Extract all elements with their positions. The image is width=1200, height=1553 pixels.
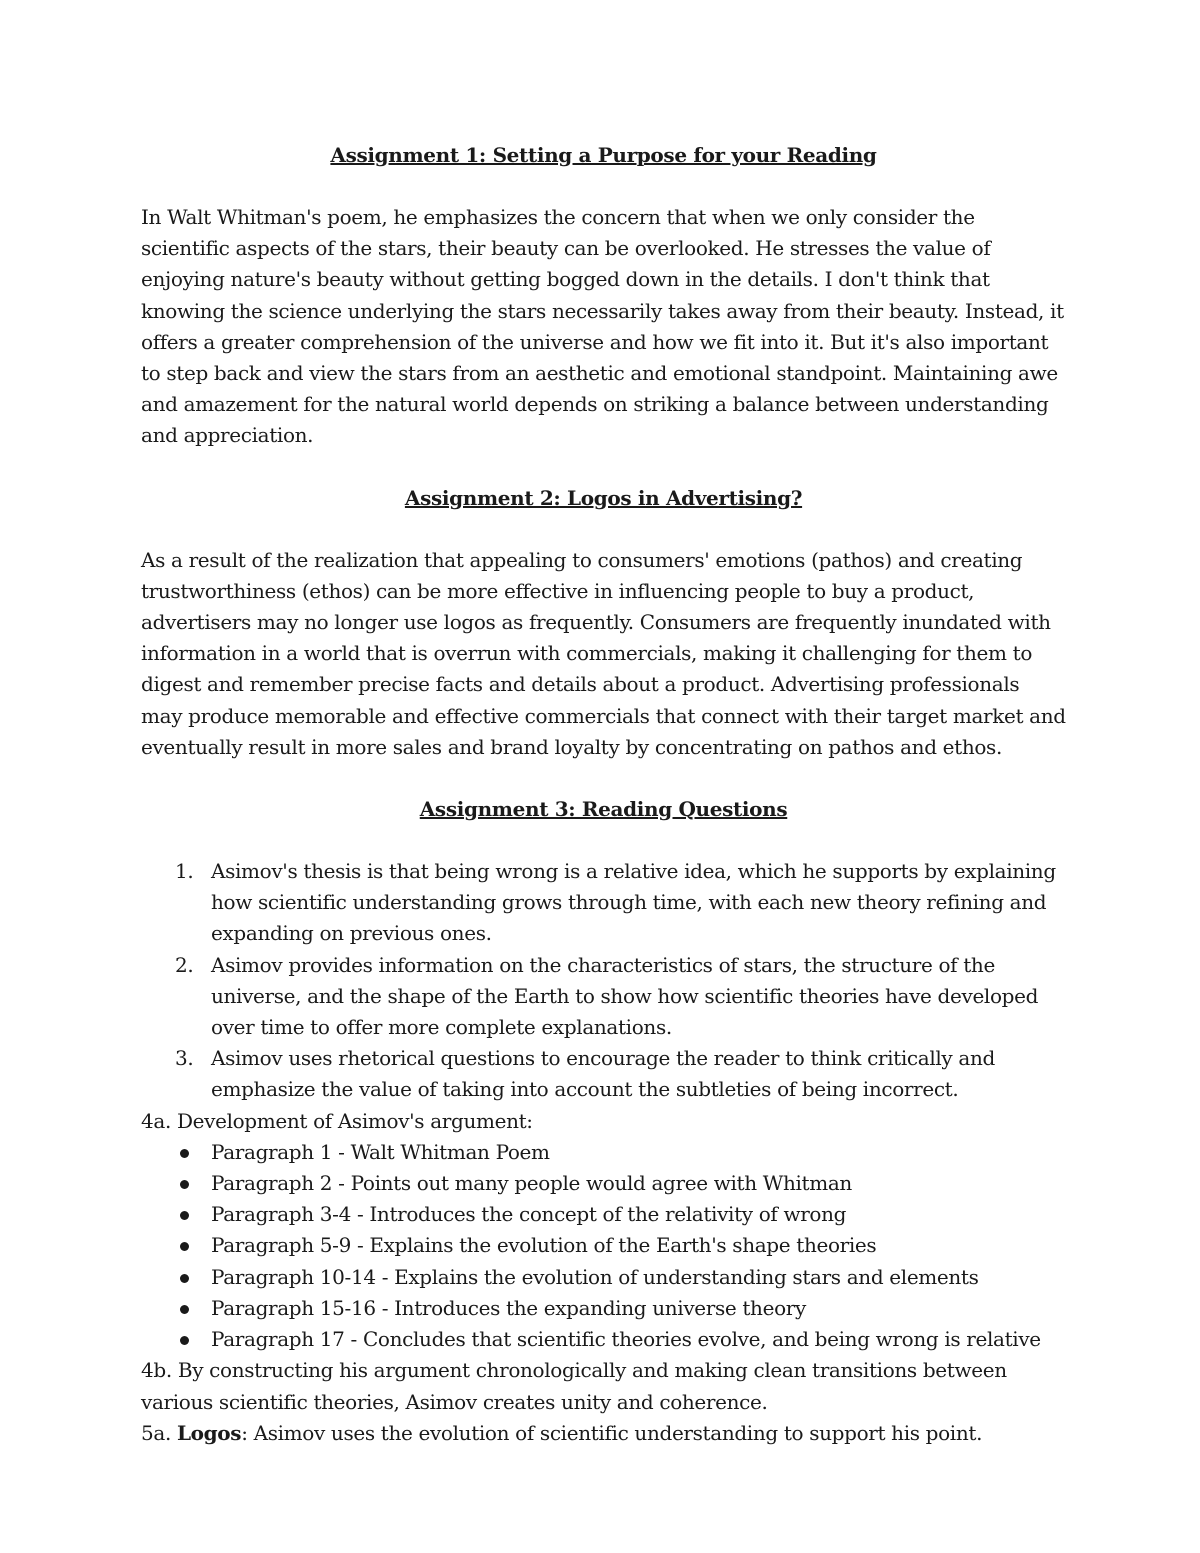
bullet-item — [141, 1293, 1066, 1324]
bullet-icon — [180, 1149, 189, 1158]
bullet-item — [141, 1262, 1066, 1293]
question-4b-answer: 4b. By constructing his argument chronologically and making clean transitions between various scientific theories, Asimov creates unity and coherence. — [141, 1358, 1007, 1414]
bullet-icon — [180, 1305, 189, 1314]
assignment-2-heading: Assignment 2: Logos in Advertising? — [404, 485, 803, 510]
bullet-text: Paragraph 15-16 - Introduces the expanding universe theory — [211, 1295, 806, 1320]
list-item — [141, 856, 1066, 950]
question-5a-rest: : Asimov uses the evolution of scientific understanding to support his point. — [241, 1420, 983, 1445]
bullet-item — [141, 1230, 1066, 1261]
argument-development-list — [141, 1137, 1066, 1355]
bullet-text: Paragraph 17 - Concludes that scientific theories evolve, and being wrong is relative — [211, 1327, 1041, 1352]
bullet-icon — [180, 1180, 189, 1189]
question-5a-prefix: 5a. — [141, 1420, 177, 1445]
list-number: 1. — [175, 859, 194, 884]
bullet-item — [141, 1168, 1066, 1199]
assignment-2-body: As a result of the realization that appealing to consumers' emotions (pathos) and creating trustworthiness (ethos) can be more effective in influencing people to buy a product, advertisers may no longer use logos as frequently. Consumers are frequently inundated with information in a world that is overrun with commercials, making it challenging for them to digest and remember precise facts and details about a product. Advertising professionals may produce memorable and effective commercials that connect with their target market and eventually result in more sales and brand loyalty by concentrating on pathos and ethos. — [141, 547, 1066, 759]
bullet-icon — [180, 1242, 189, 1251]
bullet-text: Paragraph 10-14 - Explains the evolution of understanding stars and elements — [211, 1264, 979, 1289]
bullet-item — [141, 1137, 1066, 1168]
bullet-text: Paragraph 1 - Walt Whitman Poem — [211, 1139, 550, 1164]
question-4a-label: 4a. Development of Asimov's argument: — [141, 1108, 533, 1133]
bullet-icon — [180, 1274, 189, 1283]
assignment-1-body: In Walt Whitman's poem, he emphasizes the concern that when we only consider the scientific aspects of the stars, their beauty can be overlooked. He stresses the value of enjoying nature's beauty without getting bogged down in the details. I don't think that knowing the science underlying the stars necessarily takes away from their beauty. Instead, it offers a greater comprehension of the universe and how we fit into it. But it's also important to step back and view the stars from an aesthetic and emotional standpoint. Maintaining awe and amazement for the natural world depends on striking a balance between understanding and appreciation. — [141, 205, 1064, 448]
list-item-text: Asimov uses rhetorical questions to encourage the reader to think critically and emphasize the value of taking into account the subtleties of being incorrect. — [211, 1046, 995, 1102]
question-5a-term: Logos — [176, 1420, 242, 1445]
list-number: 2. — [175, 952, 194, 977]
bullet-item — [141, 1199, 1066, 1230]
list-number: 3. — [175, 1046, 194, 1071]
bullet-icon — [180, 1336, 189, 1345]
bullet-text: Paragraph 5-9 - Explains the evolution of the Earth's shape theories — [211, 1233, 877, 1258]
list-item — [141, 1043, 1066, 1105]
bullet-icon — [180, 1211, 189, 1220]
list-item-text: Asimov provides information on the characteristics of stars, the structure of the universe, and the shape of the Earth to show how scientific theories have developed over time to offer more complete explanations. — [211, 952, 1039, 1040]
question-5a-answer — [141, 1418, 1066, 1449]
list-item — [141, 950, 1066, 1044]
document-page — [141, 140, 1066, 1449]
bullet-text: Paragraph 3-4 - Introduces the concept of the relativity of wrong — [211, 1202, 847, 1227]
bullet-item — [141, 1324, 1066, 1355]
assignment-1-heading: Assignment 1: Setting a Purpose for your Reading — [330, 143, 877, 167]
reading-questions-list — [141, 856, 1066, 1106]
assignment-3-heading: Assignment 3: Reading Questions — [419, 797, 788, 822]
list-item-text: Asimov's thesis is that being wrong is a relative idea, which he supports by explaining how scientific understanding grows through time, with each new theory refining and expanding on previous ones. — [211, 859, 1056, 946]
bullet-text: Paragraph 2 - Points out many people would agree with Whitman — [211, 1171, 852, 1196]
